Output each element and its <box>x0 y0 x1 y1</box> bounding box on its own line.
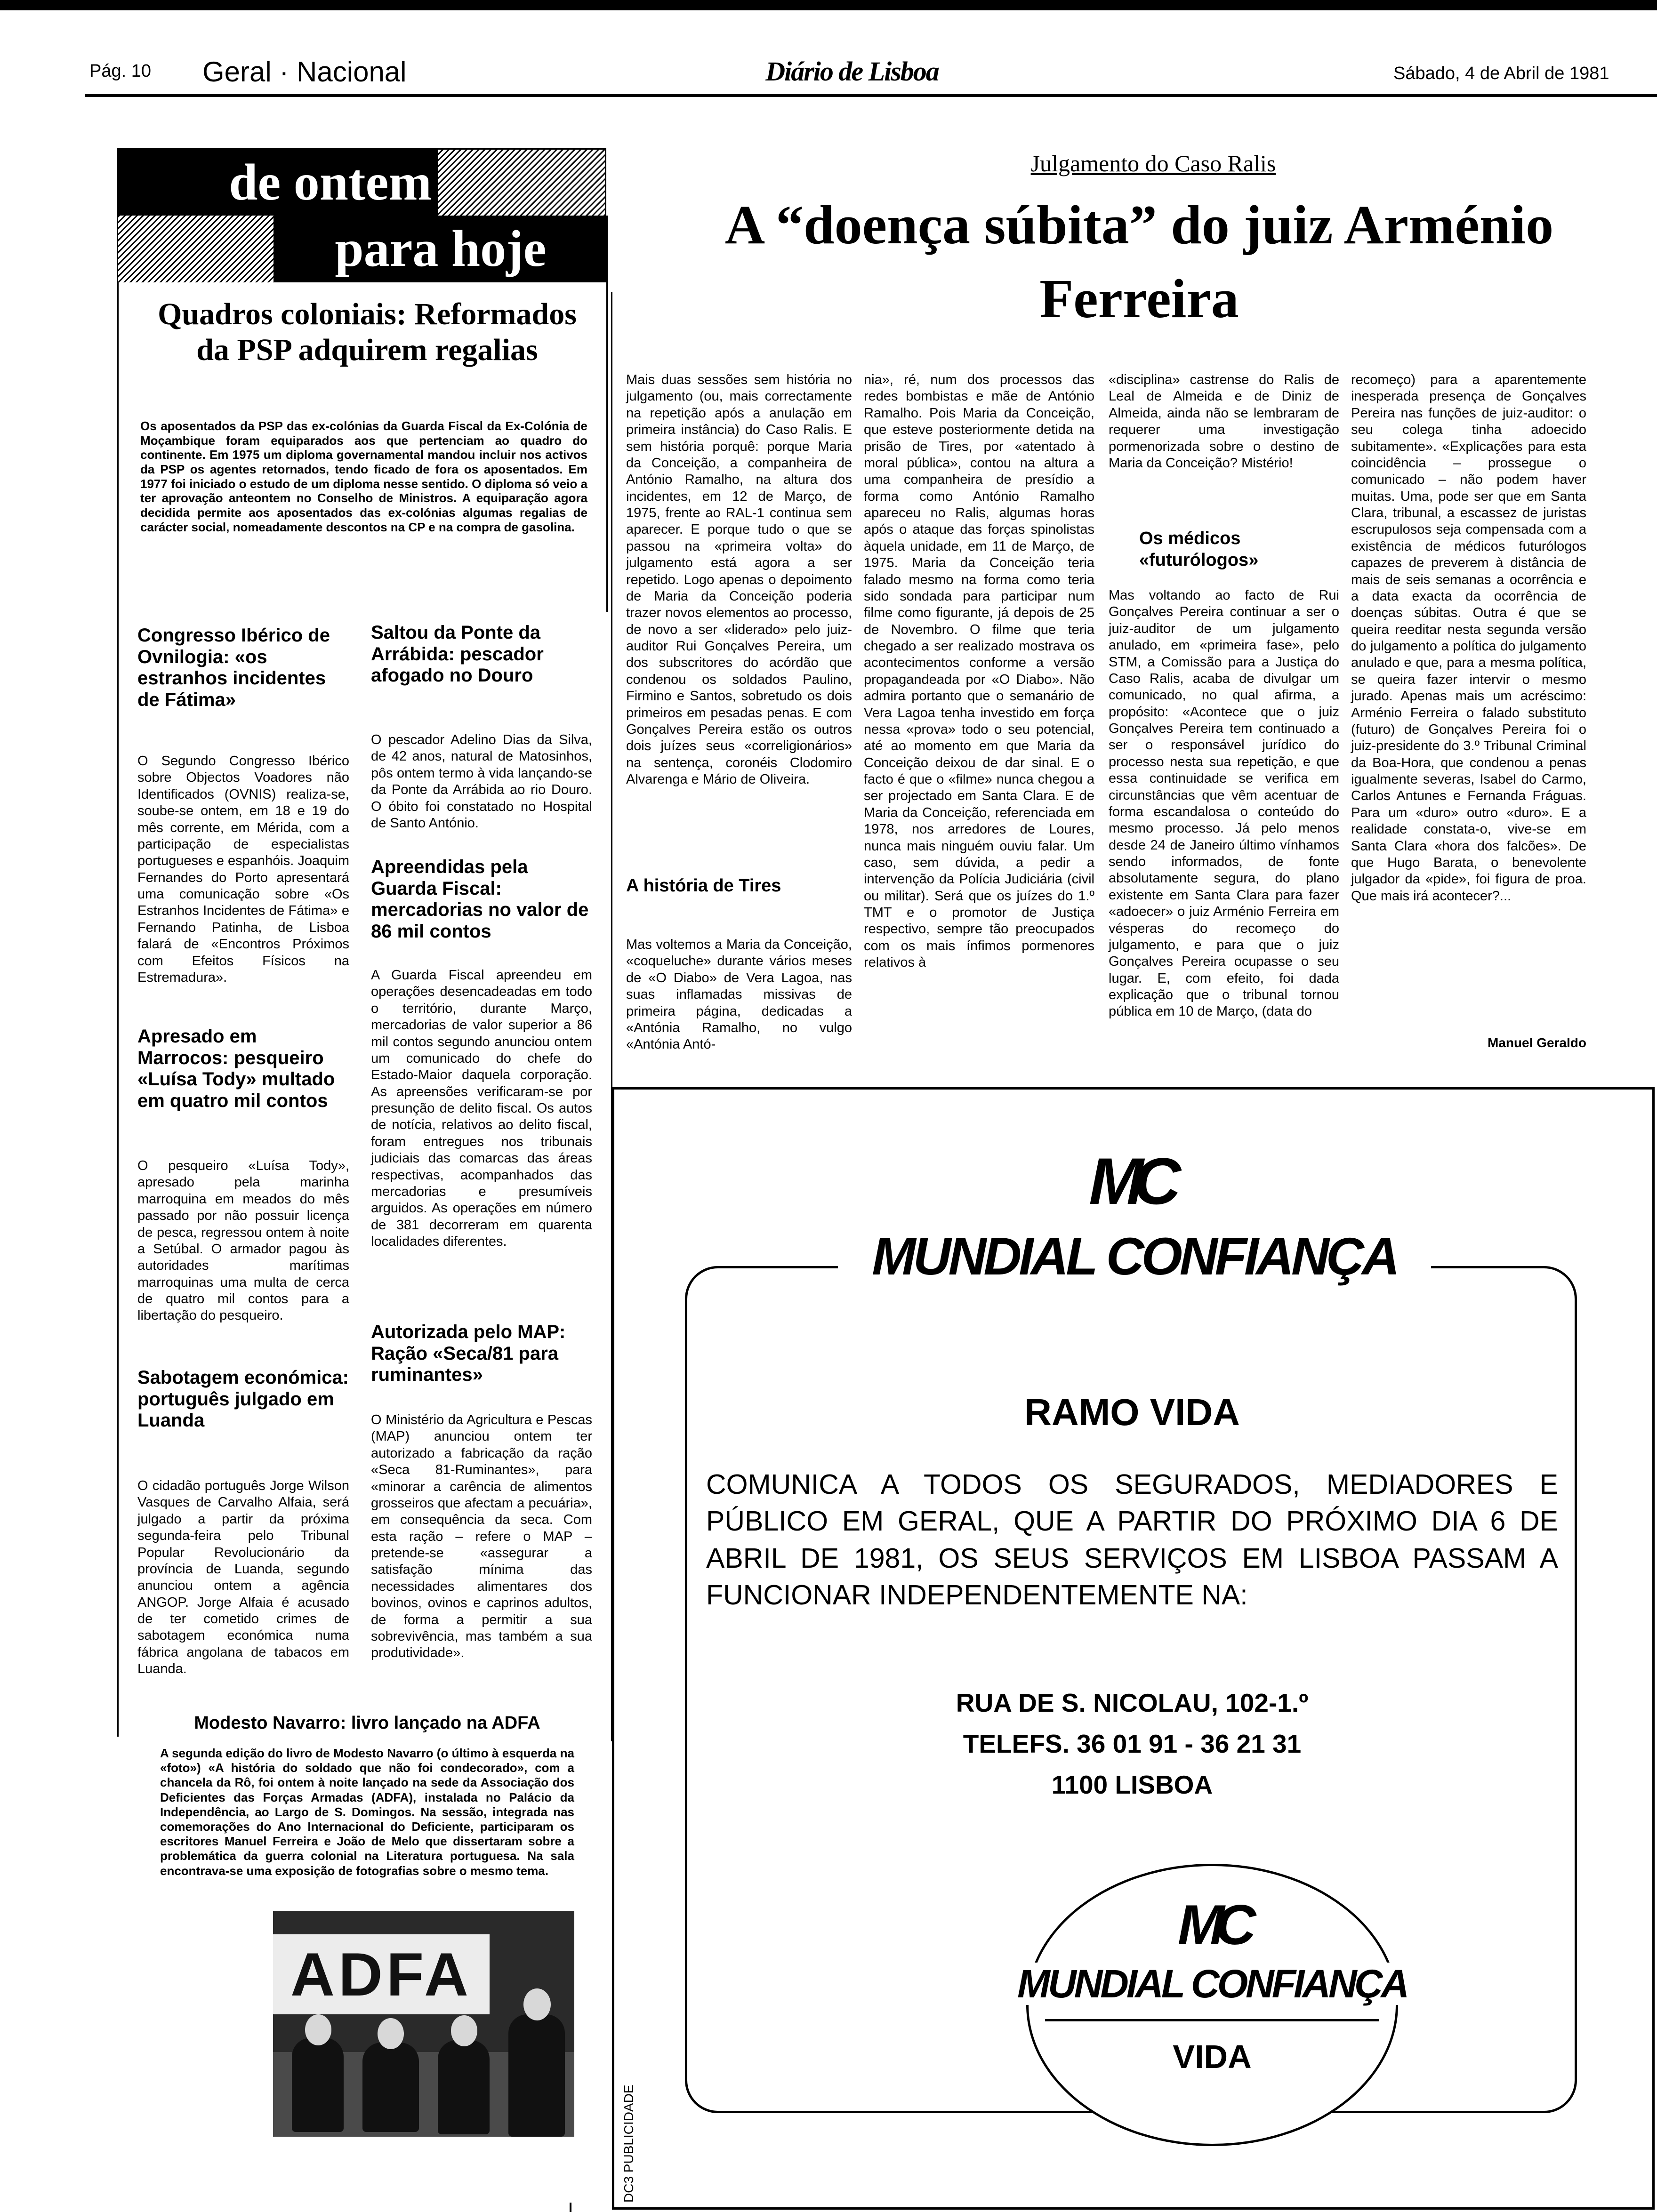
mundial-confianca-logo: MC <box>1089 1144 1171 1218</box>
left-column-border-right <box>606 282 608 612</box>
photo-person-head <box>523 1988 551 2020</box>
saltou-headline: Saltou da Ponte da Arrábida: pescador afogado no Douro <box>371 622 544 686</box>
header-rule <box>85 94 1657 97</box>
photo-sign: ADFA <box>273 1934 490 2014</box>
article-subhead-tires: A história de Tires <box>626 876 781 896</box>
newspaper-masthead: Diário de Lisboa <box>765 56 939 87</box>
rubric-line-1: de ontem <box>118 150 438 216</box>
apresado-body: O pesqueiro «Luísa Tody», apresado pela marinha marroquina em meados do mês passado por não possuir licença de pesca, regressou ontem à noite a Setúbal. O armador pagou às autoridades marítimas marroquinas uma multa de cerca de quatro mil contos para a libertação do pesqueiro. <box>137 1158 349 1323</box>
saltou-body: O pescador Adelino Dias da Silva, de 42 anos, natural de Matosinhos, pôs ontem termo à vida lançando-se da Ponte da Arrábida ao rio Douro. O óbito foi constatado no Hospital de Santo António. <box>371 732 592 831</box>
photo-person-head <box>451 2015 477 2046</box>
advertisement-heading: RAMO VIDA <box>1024 1391 1240 1433</box>
address-city: 1100 LISBOA <box>1051 1770 1213 1799</box>
advertisement-vida-label: VIDA <box>1173 2038 1252 2075</box>
psp-body: Os aposentados da PSP das ex-colónias da Guarda Fiscal da Ex-Colónia de Moçambique foram equiparados aos que pertenciam ao quadro do continente. Em 1975 um diploma governamental mandou incluir nos activos da PSP os agentes retornados, tendo ficado de fora os aposentados. Em 1977 foi iniciado o estudo de um diploma nesse sentido. O diploma só veio a ter aprovação anteontem no Conselho de Ministros. A equiparação agora decidida permite aos aposentados das ex-colónias algumas regalias de carácter social, nomeadamente descontos na CP e na compra de gasolina. <box>140 419 587 534</box>
article-signature: Manuel Geraldo <box>1487 1035 1586 1050</box>
advertisement-brand-small: MUNDIAL CONFIANÇA <box>951 1963 1473 2005</box>
modesto-body: A segunda edição do livro de Modesto Navarro (o último à esquerda na «foto») «A história do soldado que não foi condecorado», com a chancela da Rô, foi ontem à noite lançado na sede da Associação dos Deficientes das Forças Armadas (ADFA), instalada no Palácio da Independência, ao Largo de S. Domingos. Na sessão, integrada nas comemorações do Ano Internacional do Deficiente, participaram os escritores Manuel Ferreira e João de Melo que dissertaram sobre a problemática da guerra colonial na Literatura portuguesa. Na sala encontrava-se uma exposição de fotografias sobre o mesmo tema. <box>160 1746 574 1878</box>
apreendidas-headline: Apreendidas pela Guarda Fiscal: mercadorias no valor de 86 mil contos <box>371 857 589 942</box>
advertisement-agency-text: DC3 PUBLICIDADE <box>621 2084 636 2203</box>
photo-person <box>292 2038 344 2132</box>
photo-person-head <box>305 2014 331 2045</box>
left-column-border <box>117 282 119 1737</box>
article-headline: A “doença súbita” do juiz Arménio Ferreira <box>724 194 1554 329</box>
photo-person-head <box>378 2018 404 2049</box>
column-rubric <box>117 148 606 282</box>
article-column-4: recomeço) para a aparentemente inesperada presença de Gonçalves Pereira nas funções de juiz-auditor: o seu colega tinha adoecido subitamente». «Explicações para esta coincidência – prossegue o comunicado – não podem haver muitas. Uma, pode ser que em Santa Clara, tribunal, a escassez de juristas escrupulosos seja compensada com a existência de médicos futurólogos capazes de preverem à distância de mais de seis semanas a ocorrência e a data exacta da ocorrência de doenças súbitas. Outra é que se queira reeditar nesta segunda versão do julgamento a política do julgamento anulado e que, para a mesma política, se queira fazer intervir o mesmo jurado. Apenas mais um acréscimo: Arménio Ferreira o falado substituto (futuro) de Gonçalves Pereira foi o juiz-presidente do 3.º Tribunal Criminal da Boa-Hora, que condenou a penas igualmente severas, Isabel do Carmo, Carlos Antunes e Fernanda Fráguas. Para um «duro» outro «duro». E a realidade constata-o, vive-se em Santa Clara «hora dos falcões». De que Hugo Barata, o benevolente julgador da «pide», foi figura de proa. Que mais irá acontecer?... <box>1351 372 1586 904</box>
photo-person <box>362 2043 419 2132</box>
advertisement-agency-label <box>617 2084 645 2203</box>
sabotagem-body: O cidadão português Jorge Wilson Vasques de Carvalho Alfaia, será julgado a partir da próxima segunda-feira pelo Tribunal Popular Revolucionário da província de Luanda, segundo anunciou ontem a agência ANGOP. Jorge Alfaia é acusado de ter cometido crimes de sabotagem económica numa fábrica angolana de tabacos em Luanda. <box>137 1478 349 1677</box>
mundial-confianca-logo-small: MC <box>1177 1893 1247 1956</box>
article-column-1-continued: Mas voltemos a Maria da Conceição, «coqueluche» durante vários meses de «O Diabo» de Vera Lagoa, nas suas inflamadas missivas de primeira página, dedicadas a «Antónia Ramalho, no vulgo «Antónia Antó- <box>626 937 852 1052</box>
address-street: RUA DE S. NICOLAU, 102-1.º <box>956 1688 1309 1717</box>
adfa-photo <box>273 1911 574 2137</box>
article-kicker: Julgamento do Caso Ralis <box>1030 150 1276 176</box>
advertisement-body: COMUNICA A TODOS OS SEGURADOS, MEDIADORES E PÚBLICO EM GERAL, QUE A PARTIR DO PRÓXIMO DIA 6 DE ABRIL DE 1981, OS SEUS SERVIÇOS EM LISBOA PASSAM A FUNCIONAR INDEPENDENTEMENTE NA: <box>706 1469 1558 1611</box>
modesto-headline: Modesto Navarro: livro lançado na ADFA <box>194 1713 540 1733</box>
advertisement-address <box>687 1683 1577 1805</box>
apresado-headline: Apresado em Marrocos: pesqueiro «Luísa Tody» multado em quatro mil contos <box>137 1026 335 1111</box>
rubric-line-2: para hoje <box>273 216 608 282</box>
photo-person <box>438 2040 490 2134</box>
autorizada-headline: Autorizada pelo MAP: Ração «Seca/81 para ruminantes» <box>371 1322 566 1386</box>
print-mark <box>570 2203 571 2212</box>
page-number: Pág. 10 <box>89 61 151 81</box>
article-column-3: «disciplina» castrense do Ralis de Leal de Almeida e de Diniz de Almeida, ainda não se lembraram de requerer uma investigação pormenorizada sobre o destino de Maria da Conceição? Mistério! <box>1109 372 1339 471</box>
oval-divider <box>1045 2019 1379 2021</box>
sabotagem-headline: Sabotagem económica: português julgado em Luanda <box>137 1367 349 1431</box>
photo-person <box>508 2014 565 2137</box>
psp-headline: Quadros coloniais: Reformados da PSP adquirem regalias <box>158 297 577 367</box>
address-phone: TELEFS. 36 01 91 - 36 21 31 <box>963 1729 1302 1758</box>
autorizada-body: O Ministério da Agricultura e Pescas (MAP) anunciou ontem ter autorizado a fabricação da ração «Seca 81-Ruminantes», para «minorar a carência de alimentos grosseiros que afectam a pecuária», em consequência da seca. Com esta ração – refere o MAP – pretende-se «assegurar a satisfação mínima das necessidades alimentares dos bovinos, ovinos e caprinos adultos, de forma a permitir a sua sobrevivência, mas também a sua produtividade». <box>371 1412 592 1661</box>
apreendidas-body: A Guarda Fiscal apreendeu em operações desencadeadas em todo o território, durante Março, mercadorias de valor superior a 86 mil contos segundo anunciou ontem um comunicado do chefe do Estado-Maior daquela corporação. As apreensões verificaram-se por presunção de delito fiscal. Os autos de notícia, relativos ao delito fiscal, foram entregues nos tribunais judiciais das comarcas das áreas respectivas, acompanhados das mercadorias e presumíveis arguidos. As operações em número de 381 decorreram em quarenta localidades diferentes. <box>371 968 592 1249</box>
article-column-3-continued: Mas voltando ao facto de Rui Gonçalves Pereira continuar a ser o juiz-auditor de um julgamento anulado, em «primeira fase», pelo STM, a Comissão para a Justiça do Caso Ralis, acaba de divulgar um comunicado, no qual afirma, a propósito: «Acontece que o juiz Gonçalves Pereira tem continuado a ser o responsável jurídico do processo nesta sua repetição, e que essa continuidade se verifica em circunstâncias que vêm acentuar de forma escandalosa o conteúdo do mesmo processo. Já pelo menos desde 24 de Janeiro último vínhamos sendo informados, de fonte absolutamente segura, do plano existente em Santa Clara para fazer «adoecer» o juiz Arménio Ferreira em vésperas do recomeço do julgamento, e para que o juiz Gonçalves Pereira ocupasse o seu lugar. E, com efeito, foi dada explicação que o tribunal tornou pública em 10 de Março, (data do <box>1109 588 1339 1019</box>
congresso-body: O Segundo Congresso Ibérico sobre Objectos Voadores não Identificados (OVNIS) realiza-se, soube-se ontem, em 18 e 19 do mês corrente, em Mérida, com a participação de especialistas portugueses e espanhóis. Joaquim Fernandes do Porto apresentará uma comunicação sobre «Os Estranhos Incidentes de Fátima» e Fernando Patinha, de Lisboa falará de «Encontros Próximos com Efeitos Físicos na Estremadura». <box>137 753 349 985</box>
article-column-1: Mais duas sessões sem história no julgamento (ou, mais correctamente na repetição após a anulação em primeira instância) do Caso Ralis. E sem história porquê: porque Maria da Conceição, a companheira de António Ramalho, na altura dos incidentes, em 12 de Março, de 1975, frente ao RAL-1 continua sem aparecer. E porque tudo o que se passou na «primeira volta» do julgamento está agora a ser repetido. Logo apenas o depoimento de Maria da Conceição poderia trazer novos elementos ao processo, de novo a ser «liderado» pelo juiz-auditor Rui Gonçalves Pereira, um dos subscritores do acórdão que condenou os soldados Paulino, Firmino e Santos, sobretudo os dois primeiros em pesadas penas. E com Gonçalves Pereira estão os outros dois juízes seus «correligionários» na sentença, coronéis Clodomiro Alvarenga e Mário de Oliveira. <box>626 372 852 787</box>
congresso-headline: Congresso Ibérico de Ovnilogia: «os estranhos incidentes de Fátima» <box>137 625 330 710</box>
section-title: Geral · Nacional <box>202 56 407 88</box>
top-border-rule <box>0 0 1657 10</box>
article-subhead-medicos: Os médicos «futurólogos» <box>1139 529 1259 570</box>
article-column-2: nia», ré, num dos processos das redes bombistas e mãe de António Ramalho. Pois Maria da Conceição, que esteve posteriormente detida na prisão de Tires, por «atentado à moral pública», contou na altura a uma companheira de presídio a forma como António Ramalho apareceu no Ralis, algumas horas após o ataque das forças spinolistas àquela unidade, em 11 de Março, de 1975. Maria da Conceição teria falado mesmo na forma como teria sido sondada para participar num filme como figurante, já depois de 25 de Novembro. O filme que teria chegado a ser realizado mostrava os acontecimentos conforme a versão propagandeada por «O Diabo». Não admira portanto que o semanário de Vera Lagoa tenha investido em força nessa «prova» todo o seu potencial, até ao momento em que Maria da Conceição deixou de dar sinal. E o facto é que o «filme» nunca chegou a ser projectado em Santa Clara. E de Maria da Conceição, referenciada em 1978, nos arredores de Loures, nunca mais ninguém ouviu falar. Um caso, sem dúvida, a pedir a intervenção da Polícia Judiciária (civil ou militar). Será que os juízes do 1.º TMT e o promotor de Justiça respectivo, sempre tão preocupados com os mais ínfimos pormenores relativos à <box>864 372 1094 970</box>
advertisement-brand: MUNDIAL CONFIANÇA <box>838 1228 1431 1285</box>
